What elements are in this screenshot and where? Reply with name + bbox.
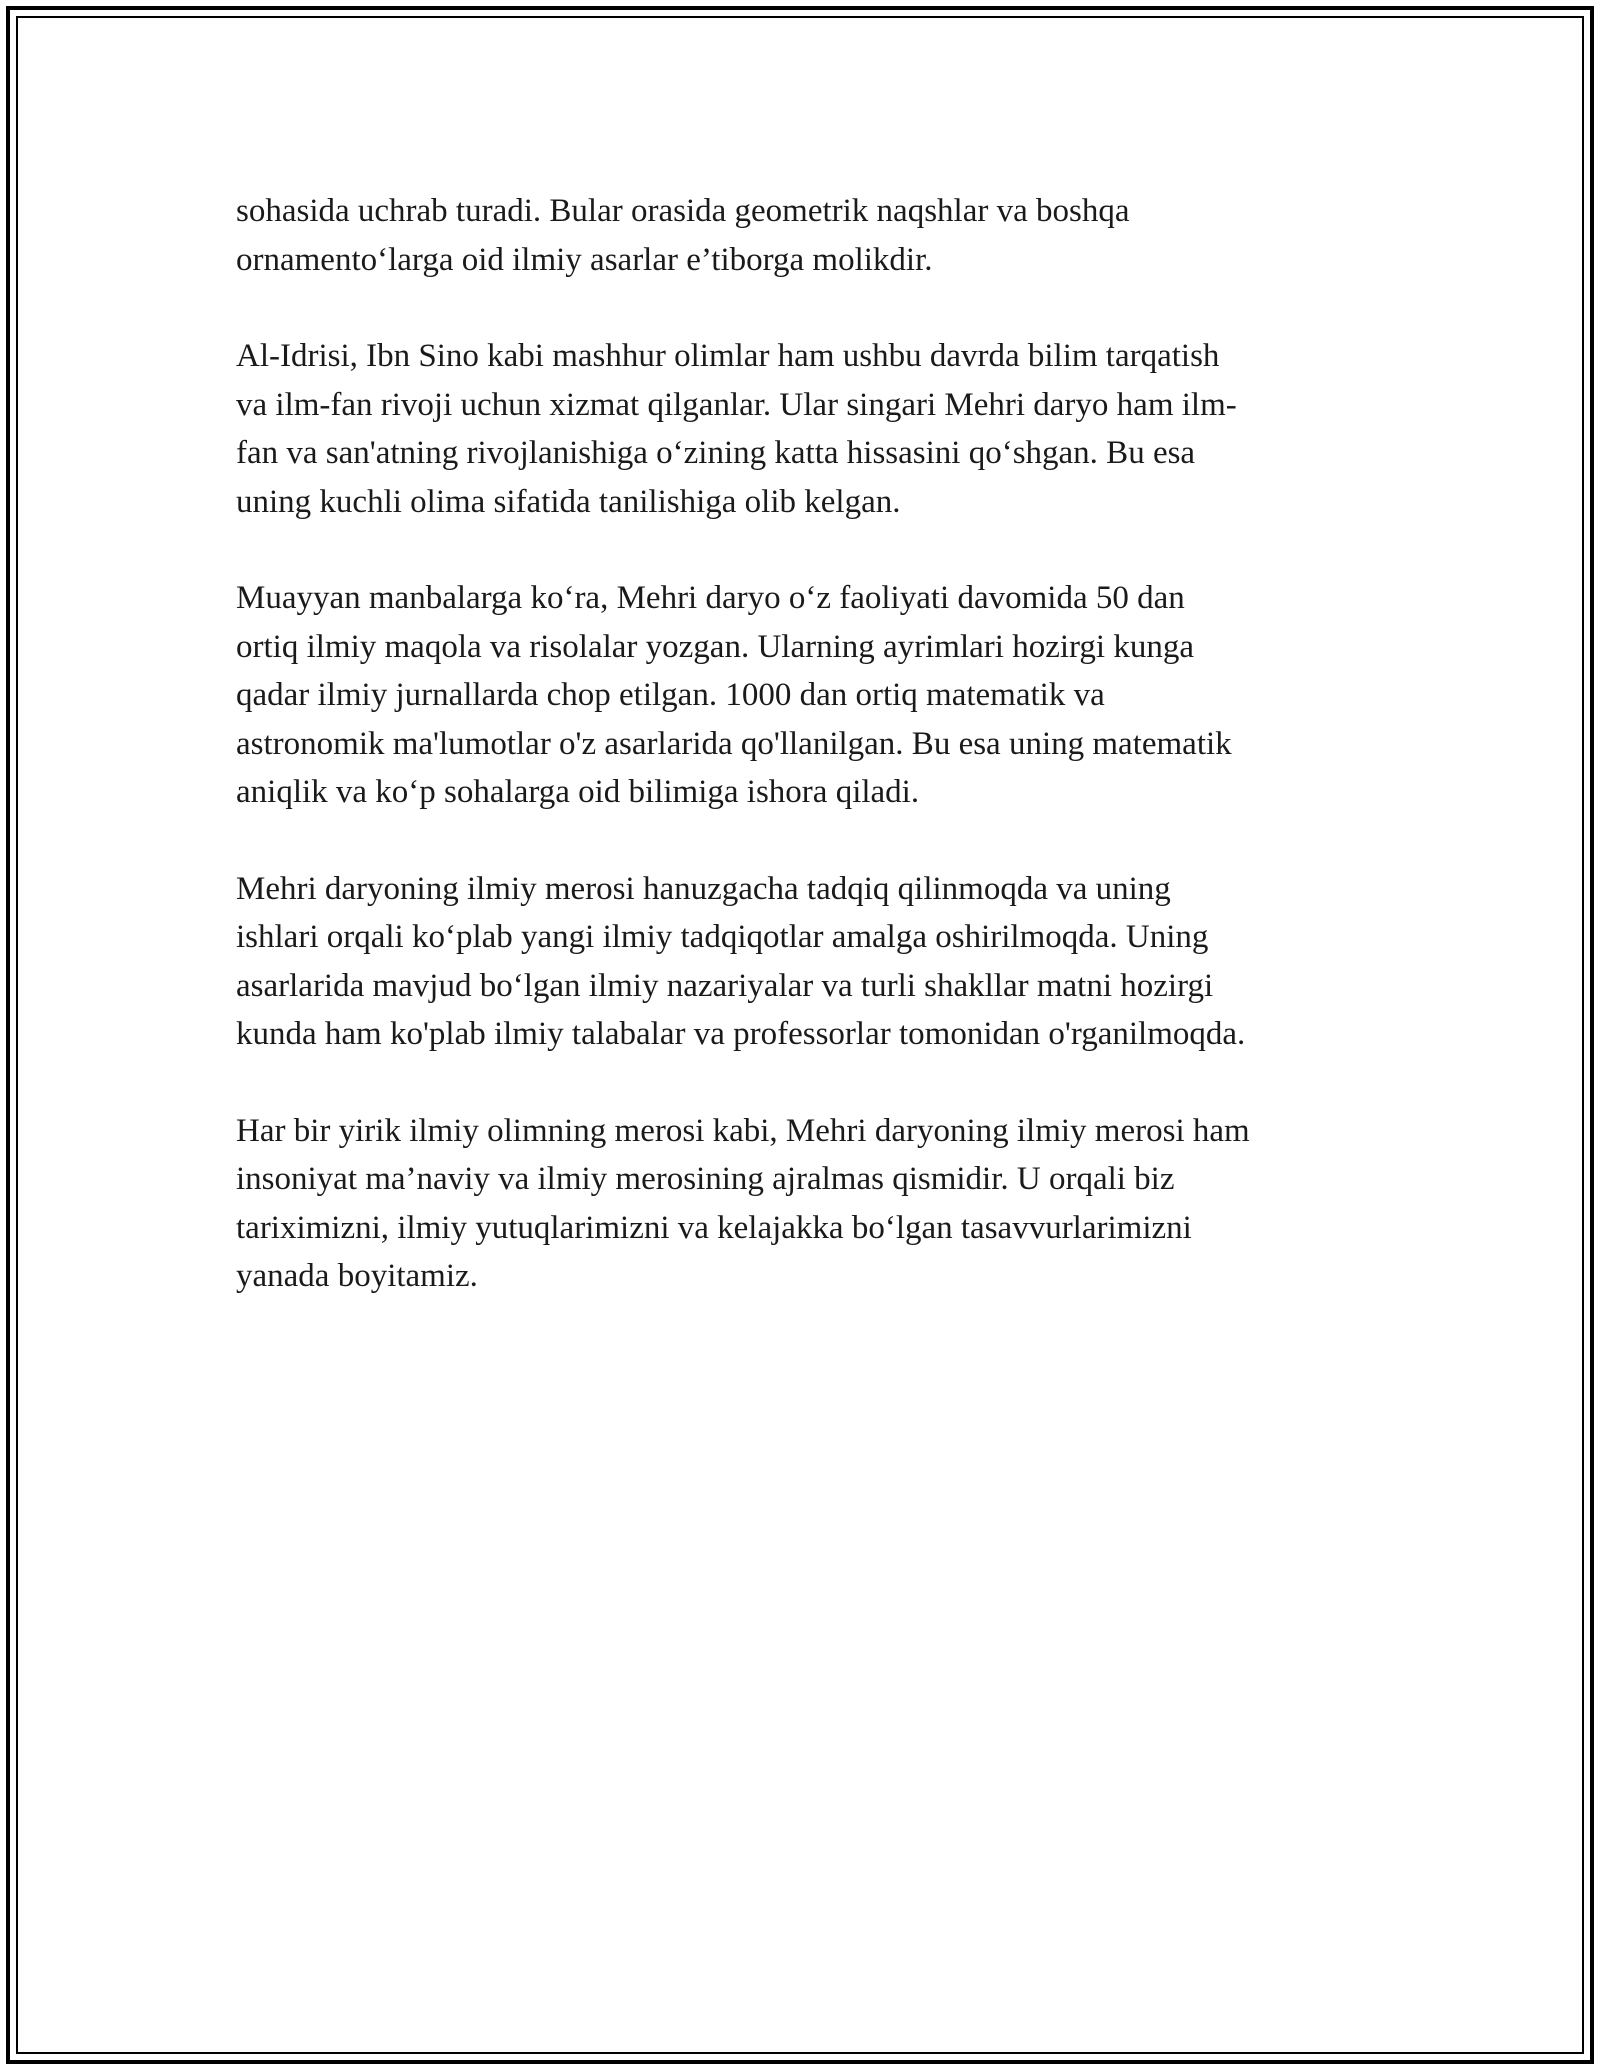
paragraph-1 [236, 187, 1406, 284]
text-line: Mehri daryoning ilmiy merosi hanuzgacha tadqiq qilinmoqda va uning [236, 870, 1171, 907]
text-line: sohasida uchrab turadi. Bular orasida geometrik naqshlar va boshqa [236, 193, 1130, 229]
text-line: ishlari orqali ko‘plab yangi ilmiy tadqiqotlar amalga oshirilmoqda. Uning [236, 919, 1209, 955]
paragraph-5 [236, 1107, 1406, 1301]
paragraph-4 [236, 865, 1406, 1059]
text-line: Muayyan manbalarga ko‘ra, Mehri daryo o‘z faoliyati davomida 50 dan [236, 580, 1185, 616]
text-line: ornamento‘larga oid ilmiy asarlar e’tiborga molikdir. [236, 241, 933, 278]
text-line: yanada boyitamiz. [236, 1258, 478, 1294]
paragraph-3 [236, 574, 1406, 817]
text-line: va ilm-fan rivoji uchun xizmat qilganlar. Ular singari Mehri daryo ham ilm- [236, 386, 1237, 423]
text-line: asarlarida mavjud bo‘lgan ilmiy nazariyalar va turli shakllar matni hozirgi [236, 967, 1214, 1004]
text-line: qadar ilmiy jurnallarda chop etilgan. 1000 dan ortiq matematik va [236, 677, 1105, 713]
text-line: uning kuchli olima sifatida tanilishiga olib kelgan. [236, 483, 901, 520]
text-line: aniqlik va ko‘p sohalarga oid bilimiga ishora qiladi. [236, 774, 920, 810]
paragraph-2 [236, 332, 1406, 526]
text-line: astronomik ma'lumotlar o'z asarlarida qo'llanilgan. Bu esa uning matematik [236, 725, 1232, 762]
text-line: fan va san'atning rivojlanishiga o‘zining katta hissasini qo‘shgan. Bu esa [236, 435, 1196, 471]
text-line: ortiq ilmiy maqola va risolalar yozgan. Ularning ayrimlari hozirgi kunga [236, 628, 1194, 665]
text-line: Al-Idrisi, Ibn Sino kabi mashhur olimlar ham ushbu davrda bilim tarqatish [236, 338, 1220, 374]
text-line: kunda ham ko'plab ilmiy talabalar va professorlar tomonidan o'rganilmoqda. [236, 1016, 1246, 1052]
text-line: Har bir yirik ilmiy olimning merosi kabi, Mehri daryoning ilmiy merosi ham [236, 1112, 1250, 1149]
document-body [236, 187, 1406, 1349]
text-line: tariximizni, ilmiy yutuqlarimizni va kelajakka bo‘lgan tasavvurlarimizni [236, 1209, 1192, 1246]
text-line: insoniyat ma’naviy va ilmiy merosining ajralmas qismidir. U orqali biz [236, 1161, 1175, 1197]
